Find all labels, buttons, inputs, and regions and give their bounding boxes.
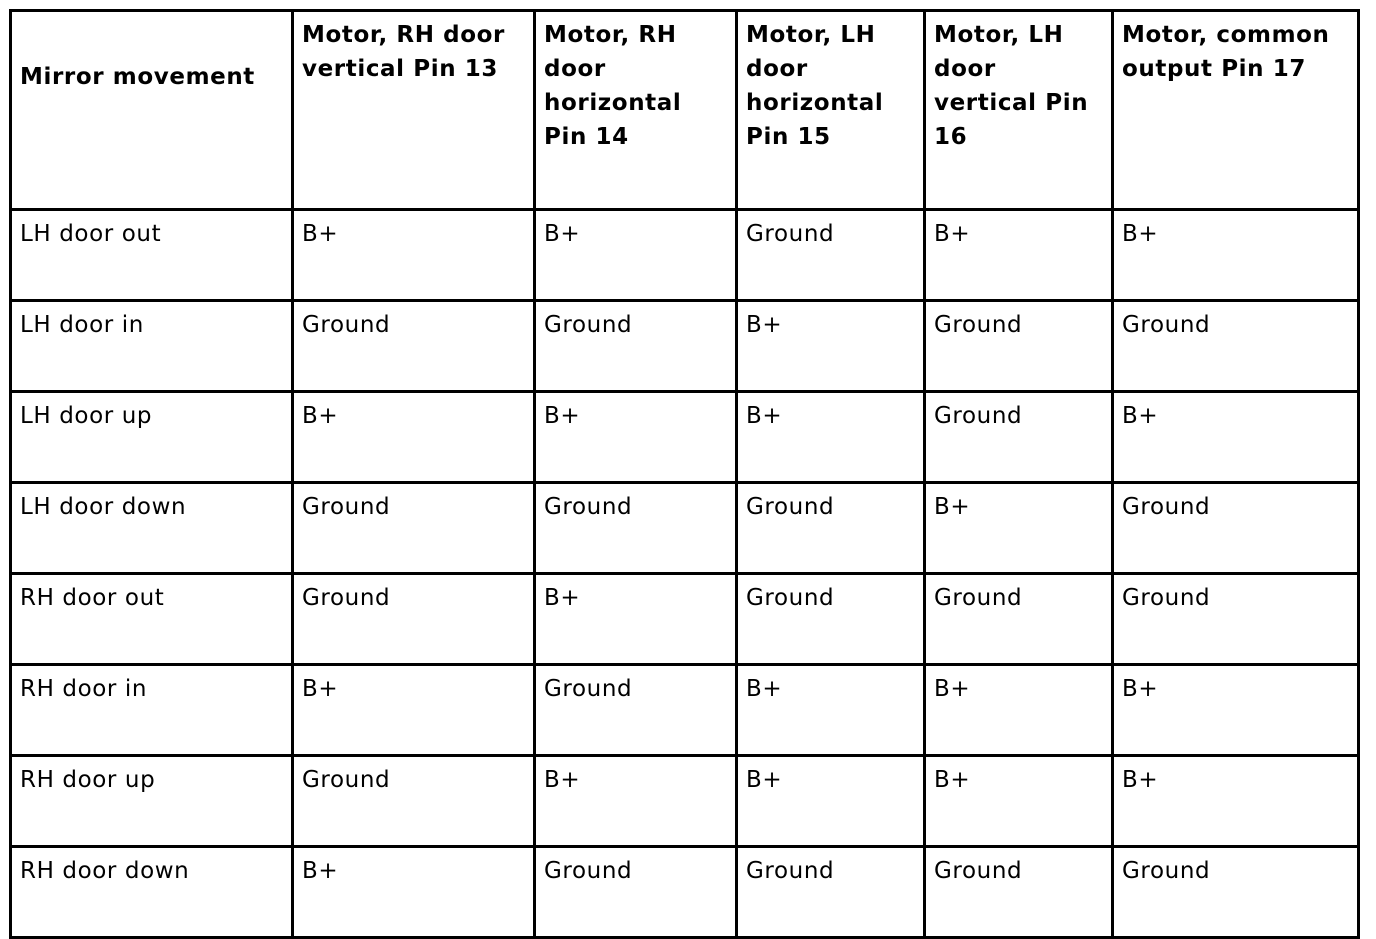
table-cell: Ground [535, 665, 737, 756]
table-cell: B+ [535, 392, 737, 483]
header-lh-vertical-pin16: Motor, LH door vertical Pin 16 [925, 11, 1113, 210]
row-label: RH door down [11, 847, 293, 938]
header-rh-vertical-pin13: Motor, RH door vertical Pin 13 [293, 11, 535, 210]
header-row [11, 11, 1359, 210]
table-cell: Ground [925, 301, 1113, 392]
row-label: LH door up [11, 392, 293, 483]
table-cell: Ground [737, 483, 925, 574]
table-row [11, 301, 1359, 392]
table-cell: B+ [293, 210, 535, 301]
mirror-motor-pin-table [9, 9, 1360, 939]
row-label: RH door up [11, 756, 293, 847]
table-row [11, 665, 1359, 756]
table-cell: B+ [1113, 665, 1359, 756]
table-row [11, 392, 1359, 483]
table-cell: Ground [535, 483, 737, 574]
table-cell: B+ [293, 392, 535, 483]
table-cell: B+ [1113, 756, 1359, 847]
table-cell: B+ [925, 483, 1113, 574]
row-label: LH door in [11, 301, 293, 392]
table-cell: Ground [535, 301, 737, 392]
table-cell: B+ [293, 847, 535, 938]
header-lh-horizontal-pin15: Motor, LH door horizontal Pin 15 [737, 11, 925, 210]
table-row [11, 483, 1359, 574]
table-cell: Ground [1113, 301, 1359, 392]
table-cell: B+ [535, 574, 737, 665]
table-cell: B+ [737, 756, 925, 847]
table-cell: Ground [737, 210, 925, 301]
table-cell: Ground [535, 847, 737, 938]
table-row [11, 574, 1359, 665]
table-cell: B+ [535, 210, 737, 301]
table-cell: B+ [1113, 210, 1359, 301]
table-cell: B+ [737, 301, 925, 392]
table-cell: Ground [293, 301, 535, 392]
table-cell: B+ [737, 665, 925, 756]
table-cell: Ground [737, 574, 925, 665]
table-cell: B+ [925, 665, 1113, 756]
table-cell: Ground [293, 756, 535, 847]
table-cell: Ground [925, 574, 1113, 665]
table-cell: B+ [1113, 392, 1359, 483]
table-row [11, 847, 1359, 938]
table-row [11, 210, 1359, 301]
table-cell: Ground [925, 847, 1113, 938]
header-mirror-movement: Mirror movement [11, 11, 293, 210]
table-body [11, 210, 1359, 938]
table-cell: Ground [1113, 574, 1359, 665]
table-cell: Ground [293, 574, 535, 665]
table-cell: B+ [737, 392, 925, 483]
row-label: LH door down [11, 483, 293, 574]
header-rh-horizontal-pin14: Motor, RH door horizontal Pin 14 [535, 11, 737, 210]
table-cell: B+ [925, 756, 1113, 847]
row-label: RH door out [11, 574, 293, 665]
table-row [11, 756, 1359, 847]
table-cell: Ground [737, 847, 925, 938]
table-cell: Ground [1113, 847, 1359, 938]
table-cell: Ground [925, 392, 1113, 483]
table-cell: Ground [1113, 483, 1359, 574]
row-label: LH door out [11, 210, 293, 301]
table-cell: B+ [925, 210, 1113, 301]
table-cell: Ground [293, 483, 535, 574]
table-cell: B+ [293, 665, 535, 756]
row-label: RH door in [11, 665, 293, 756]
table-cell: B+ [535, 756, 737, 847]
header-common-output-pin17: Motor, common output Pin 17 [1113, 11, 1359, 210]
table-header [11, 11, 1359, 210]
